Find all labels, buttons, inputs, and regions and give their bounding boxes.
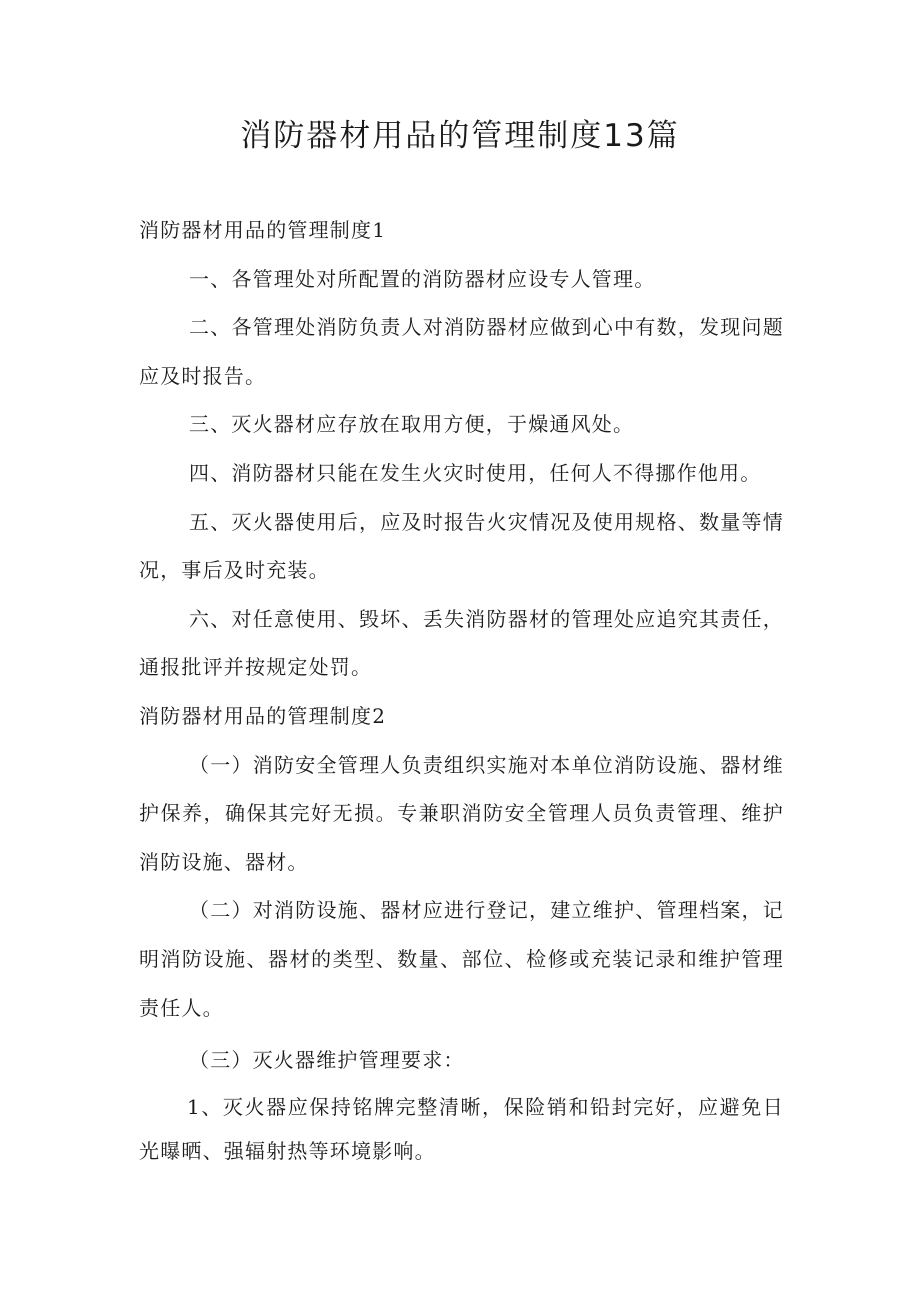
section2-paragraph: 1、灭火器应保持铭牌完整清晰，保险销和铅封完好，应避免日光曝晒、强辐射热等环境影响。 [139,1094,784,1163]
section-heading-1: 消防器材用品的管理制度1 [139,218,387,242]
section1-paragraph: 一、各管理处对所配置的消防器材应设专人管理。 [189,266,656,291]
section1-paragraph: 五、灭火器使用后，应及时报告火灾情况及使用规格、数量等情况，事后及时充装。 [139,509,784,583]
section1-paragraph: 三、灭火器材应存放在取用方便，于燥通风处。 [189,412,635,437]
section2-paragraph: （三）灭火器维护管理要求： [189,1048,465,1073]
section-heading-2: 消防器材用品的管理制度2 [139,703,387,728]
section1-paragraph: 六、对任意使用、毁坏、丢失消防器材的管理处应追究其责任，通报批评并按规定处罚。 [139,606,784,680]
section1-paragraph: 四、消防器材只能在发生火灾时使用，任何人不得挪作他用。 [189,460,762,485]
section2-paragraph: （二）对消防设施、器材应进行登记，建立维护、管理档案，记明消防设施、器材的类型、数量、部位、检修或充装记录和维护管理责任人。 [139,898,784,1020]
document-title: 消防器材用品的管理制度13篇 [240,118,680,154]
section1-paragraph: 二、各管理处消防负责人对消防器材应做到心中有数，发现问题应及时报告。 [139,315,784,388]
section2-paragraph: （一）消防安全管理人负责组织实施对本单位消防设施、器材维护保养，确保其完好无损。专兼职消防安全管理人员负责管理、维护消防设施、器材。 [139,752,784,874]
document-body [139,206,784,1173]
